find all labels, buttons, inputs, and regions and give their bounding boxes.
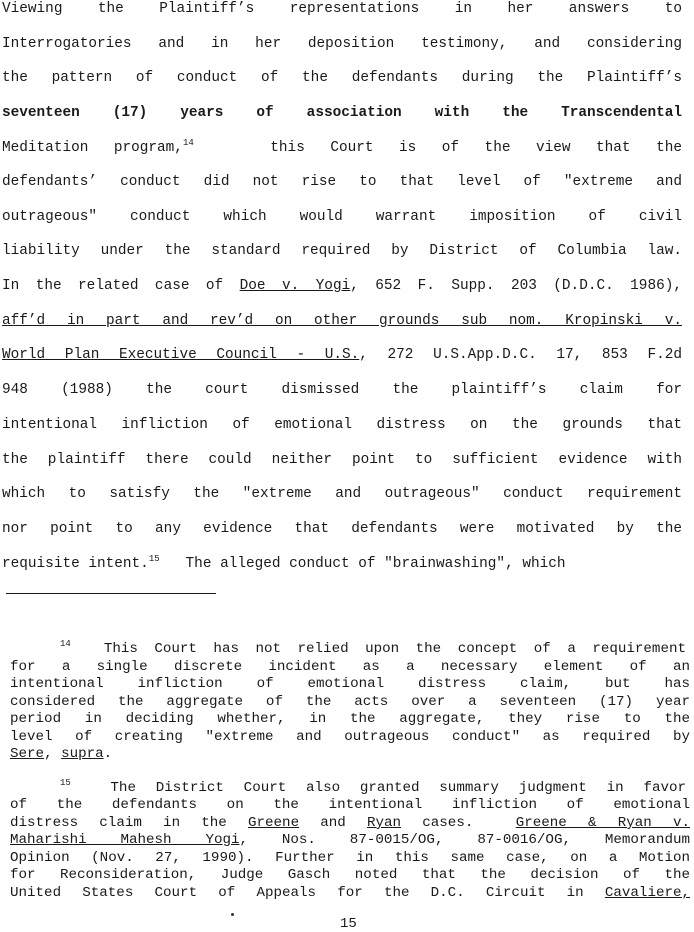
- case-citation: Cavaliere,: [604, 885, 691, 901]
- case-citation: World Plan Executive Council - U.S.: [2, 347, 360, 363]
- body-line: outrageous" conduct which would warrant imposition of civil: [2, 209, 682, 225]
- body-line: [2, 139, 682, 157]
- case-citation: Greene & Ryan v.: [515, 815, 690, 831]
- body-text-run: requisite intent.: [2, 556, 149, 572]
- footnote-text-run: This Court has not relied upon the concept of a requirement: [103, 641, 686, 657]
- case-citation: Doe v. Yogi: [239, 278, 351, 294]
- footnote-line: [10, 885, 690, 903]
- body-line: liability under the standard required by District of Columbia law.: [2, 243, 682, 259]
- body-line: nor point to any evidence that defendants were motivated by the: [2, 521, 682, 537]
- footnote-marker: 14: [60, 639, 71, 649]
- footnote-line: [10, 832, 690, 850]
- page-number: 15: [340, 916, 357, 932]
- footnote-line: [6, 780, 686, 798]
- body-line: aff’d in part and rev’d on other grounds sub nom. Kropinski v.: [2, 313, 682, 329]
- footnote-text-run: distress claim in the: [10, 815, 227, 831]
- footnote-line: for Reconsideration, Judge Gasch noted that the decision of the: [10, 867, 690, 883]
- body-text-run: , 652 F. Supp. 203 (D.D.C. 1986),: [350, 278, 682, 294]
- footnote-ref-14[interactable]: 14: [182, 138, 194, 148]
- case-citation: Sere: [10, 746, 45, 762]
- footnote-separator: [6, 593, 216, 594]
- footnote-text-run: The District Court also granted summary judgment in favor: [110, 780, 687, 796]
- body-text-run: Meditation program,: [2, 140, 183, 156]
- footnote-line: Opinion (Nov. 27, 1990). Further in this same case, on a Motion: [10, 850, 690, 866]
- footnote-text-run: .: [103, 746, 113, 762]
- footnote-marker: 15: [60, 778, 71, 788]
- footnote-ref-15[interactable]: 15: [148, 554, 160, 564]
- footnote-text-run: ,: [44, 746, 62, 762]
- footnote-line: [6, 641, 686, 659]
- footnote-line: for a single discrete incident as a necessary element of an: [10, 659, 690, 675]
- footnote-line: of the defendants on the intentional infliction of emotional: [10, 797, 690, 813]
- body-line: which to satisfy the "extreme and outrageous" conduct requirement: [2, 486, 682, 502]
- footnote-line: [10, 746, 690, 764]
- case-citation: supra: [61, 746, 104, 762]
- footnote-text-run: United States Court of Appeals for the D.C. Circuit in: [10, 885, 584, 901]
- case-citation: Greene: [248, 815, 300, 831]
- scan-speck: [231, 913, 234, 916]
- footnote-text-run: and: [320, 815, 346, 831]
- body-line: Interrogatories and in her deposition testimony, and considering: [2, 36, 682, 52]
- footnote-line: intentional infliction of emotional distress claim, but has: [10, 676, 690, 692]
- body-line: the plaintiff there could neither point to sufficient evidence with: [2, 452, 682, 468]
- body-line: 948 (1988) the court dismissed the plaintiff’s claim for: [2, 382, 682, 398]
- body-text-run: The alleged conduct of "brainwashing", which: [185, 556, 566, 572]
- body-line: Viewing the Plaintiff’s representations in her answers to: [2, 1, 682, 17]
- body-text-run: In the related case of: [2, 278, 224, 294]
- body-line: [2, 277, 682, 295]
- body-line: seventeen (17) years of association with the Transcendental: [2, 105, 682, 121]
- footnote-line: considered the aggregate of the acts over a seventeen (17) year: [10, 694, 690, 710]
- body-text-run: this Court is of the view that the: [270, 140, 682, 156]
- case-citation: Maharishi Mahesh Yogi: [10, 832, 240, 848]
- case-citation: Ryan: [367, 815, 402, 831]
- body-line: [2, 555, 682, 573]
- footnote-line: [10, 815, 690, 833]
- footnote-text-run: cases.: [422, 815, 474, 831]
- body-line: defendants’ conduct did not rise to that level of "extreme and: [2, 174, 682, 190]
- footnote-line: level of creating "extreme and outrageous conduct" as required by: [10, 729, 690, 745]
- footnote-line: period in deciding whether, in the aggregate, they rise to the: [10, 711, 690, 727]
- footnote-text-run: , Nos. 87-0015/OG, 87-0016/OG, Memorandum: [239, 832, 690, 848]
- body-line: intentional infliction of emotional distress on the grounds that: [2, 417, 682, 433]
- body-line: [2, 346, 682, 364]
- body-line: the pattern of conduct of the defendants during the Plaintiff’s: [2, 70, 682, 86]
- body-text-run: , 272 U.S.App.D.C. 17, 853 F.2d: [359, 347, 682, 363]
